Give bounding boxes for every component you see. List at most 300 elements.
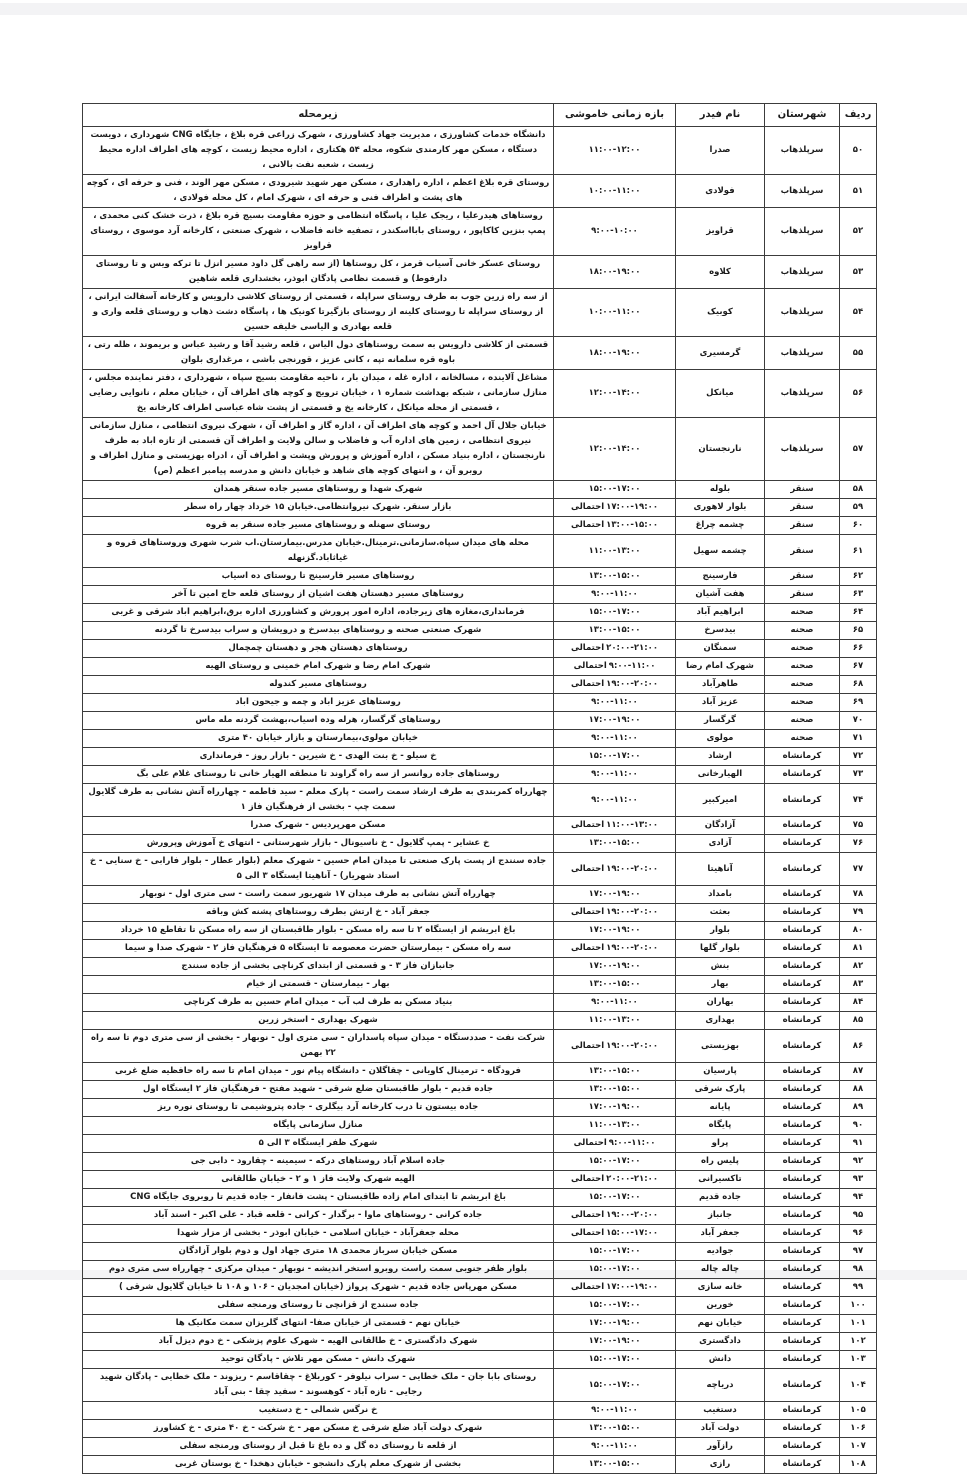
county-cell: کرمانشاه [765,1402,840,1420]
county-cell: سرپلذهاب [765,256,840,289]
row-number-cell: ۶۷ [840,658,877,676]
outage-time-value [557,836,672,851]
subarea-cell: روستاهای دهستان هجر و دهستان چمچمال [83,640,554,658]
outage-time-value [557,544,672,559]
table-row [83,1402,877,1420]
county-cell: سنقر [765,499,840,517]
county-cell: کرمانشاه [765,1225,840,1243]
header-row [83,104,877,127]
subarea-cell: خیابان نهم - قسمتی از خیابان صفا- انتهای گلریزان سمت مکانیک ها [83,1315,554,1333]
outage-time-cell [554,853,676,886]
outage-time-cell [554,1153,676,1171]
feeder-name-cell: طاهرآباد [676,676,765,694]
table-row [83,994,877,1012]
subarea-cell: سه راه مسکن - بیمارستان حضرت معصومه تا ایستگاه ۵ فرهنگیان فاز ۲ - شهرک صدا و سیما [83,940,554,958]
time-range: ۱۵:۰۰-۱۷:۰۰ [588,607,641,617]
subarea-cell: چهارراه آتش نشانی به طرف میدان ۱۷ شهریور سمت راست - سی متری اول - نوبهار [83,886,554,904]
row-number-cell: ۸۳ [840,976,877,994]
subarea-cell: چهارراه کمربندی به طرف ارشاد سمت راست - پارک معلم - سید فاطمه - چهارراه آتش نشانی به طرف گلایول سمت چپ - بخشی از فرهنگیان فاز ۱ [83,784,554,817]
subarea-cell: روستاهای هیدرعلیا ، ریجک علیا ، پاسگاه انتظامی و حوزه مقاومت بسیج قره بلاغ ، ذرت خشک کنی محمدی ، پمپ بنزین کاکاپور ، روستای بابااسکندر ، تصفیه خانه فاضلاب ، شهرک صنعتی ، کارخانه آرد موسوی ، روستای قراویز [83,208,554,256]
table-row [83,499,877,517]
row-number-cell: ۹۲ [840,1153,877,1171]
table-row [83,1135,877,1153]
feeder-name-cell: گرگسار [676,712,765,730]
outage-time-cell [554,481,676,499]
county-cell: صحنه [765,640,840,658]
outage-time-value [557,1280,672,1295]
row-number-cell: ۵۶ [840,370,877,418]
subarea-cell: شهرک بهداری - استخر زرین [83,1012,554,1030]
row-number-cell: ۷۲ [840,748,877,766]
time-range: ۱۳:۰۰-۱۵:۰۰ [588,979,641,989]
subarea-cell: شهرک دانش - مسکن مهر تلاش - پادگان توحید [83,1351,554,1369]
feeder-name-cell: آزادی [676,835,765,853]
subarea-cell: شهرک امام رضا و شهرک امام خمینی و روستای الهیه [83,658,554,676]
probable-label: احتمالی [570,520,605,530]
county-cell: سرپلذهاب [765,337,840,370]
row-number-cell: ۶۱ [840,535,877,568]
feeder-name-cell: خانه سازی [676,1279,765,1297]
outage-time-value [557,605,672,620]
time-range: ۱۰:۰۰-۱۱:۰۰ [588,307,641,317]
probable-label: احتمالی [570,1282,605,1292]
outage-time-value [557,1316,672,1331]
row-number-cell: ۱۰۶ [840,1420,877,1438]
table-row [83,1333,877,1351]
table-row [83,1315,877,1333]
subarea-cell: از قلعه تا روستای ده گل و ده باغ تا قبل از روستای ورمنجه سفلی [83,1438,554,1456]
subarea-cell: جاده کرانی - روستاهای ماوا - برگدار - کرانی - قلعه قباد - علی اکبر - اسند آباد [83,1207,554,1225]
time-range: ۱۱:۰۰-۱۳:۰۰ [588,545,641,556]
outage-time-value [557,1118,672,1133]
county-cell: صحنه [765,622,840,640]
outage-time-value [557,959,672,974]
outage-time-cell [554,676,676,694]
outage-time-value [557,677,672,692]
time-range: ۱۷:۰۰-۱۹:۰۰ [588,961,641,971]
county-cell: کرمانشاه [765,1420,840,1438]
table-row [83,904,877,922]
header-outage-time: بازه زمانی خاموشی [554,104,676,127]
feeder-name-cell: بلوار لاهوری [676,499,765,517]
row-number-cell: ۹۳ [840,1171,877,1189]
table-row [83,640,877,658]
time-range: ۱۹:۰۰-۲۰:۰۰ [606,943,659,953]
table-row [83,712,877,730]
outage-time-cell [554,730,676,748]
feeder-name-cell: دستغیب [676,1402,765,1420]
row-number-cell: ۶۳ [840,586,877,604]
outage-time-cell [554,817,676,835]
outage-time-value [557,887,672,902]
outage-time-cell [554,622,676,640]
row-number-cell: ۷۴ [840,784,877,817]
subarea-cell: شهرک ظفر ایستگاه ۳ الی ۵ [83,1135,554,1153]
probable-label: احتمالی [570,863,605,874]
outage-time-value [557,1352,672,1367]
feeder-name-cell: گرمسیری [676,337,765,370]
feeder-name-cell: بنش [676,958,765,976]
outage-time-cell [554,499,676,517]
table-row [83,337,877,370]
feeder-name-cell: جاده قدیم [676,1189,765,1207]
subarea-cell: از سه راه زرین جوب به طرف روستای سراپله ، قسمتی از روستای کلاشی دارویس و کارخانه آسفالت ایرانی ، از روستای سراپله تا روستای کلینه از روستای بازگیرتا کونیک ها ، پاسگاه دشت ذهاب و روستای قلعه واری و قلعه بهادری و الیاسی خلیفه حسین [83,289,554,337]
county-cell: کرمانشاه [765,940,840,958]
county-cell: صحنه [765,658,840,676]
outage-schedule-table [82,103,877,1474]
county-cell: کرمانشاه [765,1189,840,1207]
time-range: ۱۷:۰۰-۱۹:۰۰ [588,715,641,725]
time-range: ۹:۰۰-۱۱:۰۰ [608,1138,656,1148]
table-row [83,1153,877,1171]
feeder-name-cell: هفت آشیان [676,586,765,604]
outage-time-value [557,224,672,239]
row-number-cell: ۷۶ [840,835,877,853]
subarea-cell: جاده سنندج از قزانچی تا روستای ورمنجه سفلی [83,1297,554,1315]
outage-time-value [557,905,672,920]
time-range: ۹:۰۰-۱۱:۰۰ [591,1405,638,1415]
probable-label: احتمالی [570,820,605,830]
table-row [83,922,877,940]
table-row [83,1297,877,1315]
time-range: ۱۳:۰۰-۱۵:۰۰ [588,625,641,635]
feeder-name-cell: دانش [676,1351,765,1369]
time-range: ۱۷:۰۰-۱۹:۰۰ [606,502,659,512]
row-number-cell: ۵۷ [840,418,877,481]
time-range: ۱۵:۰۰-۱۷:۰۰ [606,1228,659,1238]
feeder-name-cell: بیدسرخ [676,622,765,640]
row-number-cell: ۹۵ [840,1207,877,1225]
time-range: ۲۰:۰۰-۲۱:۰۰ [606,1174,659,1184]
table-row [83,766,877,784]
feeder-name-cell: بلوله [676,481,765,499]
outage-time-cell [554,640,676,658]
outage-time-cell [554,958,676,976]
outage-time-cell [554,694,676,712]
probable-label: احتمالی [570,502,605,512]
county-cell: کرمانشاه [765,1369,840,1402]
outage-time-cell [554,1171,676,1189]
subarea-cell: شهرک دادگستری - خ طالقانی الهیه - شهرک علوم پزشکی - خ دوم دیزل آباد [83,1333,554,1351]
outage-time-cell [554,748,676,766]
outage-time-cell [554,127,676,175]
county-cell: صحنه [765,712,840,730]
feeder-name-cell: فولادی [676,175,765,208]
time-range: ۹:۰۰-۱۰:۰۰ [591,226,638,236]
time-range: ۱۲:۰۰-۱۴:۰۰ [588,388,641,398]
outage-time-cell [554,1369,676,1402]
county-cell: کرمانشاه [765,994,840,1012]
outage-table-body [83,127,877,1474]
outage-time-value [557,767,672,782]
county-cell: کرمانشاه [765,886,840,904]
table-row [83,1189,877,1207]
county-cell: کرمانشاه [765,766,840,784]
subarea-cell: روستای قره بلاغ اعظم ، اداره راهداری ، مسکن مهر شهید شیرودی ، مسکن مهر الوند ، فنی و حرفه ای ، کوچه های پشت و اطراف فنی و حرفه ای ، شهرک امام ، کل محله فولادی ، [83,175,554,208]
top-edge-strip [0,3,967,15]
outage-time-cell [554,904,676,922]
outage-time-value [557,1378,672,1393]
row-number-cell: ۵۵ [840,337,877,370]
feeder-name-cell: پلیس راه [676,1153,765,1171]
county-cell: کرمانشاه [765,1153,840,1171]
outage-time-cell [554,1315,676,1333]
outage-time-value [557,977,672,992]
time-range: ۱۲:۰۰-۱۴:۰۰ [588,443,641,454]
feeder-name-cell: شهرک امام رضا [676,658,765,676]
table-row [83,886,877,904]
outage-time-cell [554,886,676,904]
row-number-cell: ۷۵ [840,817,877,835]
outage-time-cell [554,976,676,994]
table-row [83,1171,877,1189]
row-number-cell: ۷۰ [840,712,877,730]
time-range: ۹:۰۰-۱۱:۰۰ [591,589,638,599]
county-cell: کرمانشاه [765,1063,840,1081]
row-number-cell: ۶۸ [840,676,877,694]
county-cell: سنقر [765,517,840,535]
feeder-name-cell: رازی [676,1456,765,1474]
county-cell: سنقر [765,535,840,568]
outage-time-value [557,518,672,533]
county-cell: سنقر [765,568,840,586]
county-cell: سرپلذهاب [765,208,840,256]
feeder-name-cell: بهاران [676,994,765,1012]
subarea-cell: خیابان مولوی،بیمارستان و بازار خیابان ۴۰ متری [83,730,554,748]
outage-time-value [557,143,672,158]
feeder-name-cell: دریاچه [676,1369,765,1402]
row-number-cell: ۵۱ [840,175,877,208]
outage-time-cell [554,658,676,676]
feeder-name-cell: جعفر آباد [676,1225,765,1243]
outage-time-value [557,623,672,638]
subarea-cell: بازار سنقر. شهرک نیروانتظامی.خیابان ۱۵ خرداد چهار راه سطر [83,499,554,517]
county-cell: کرمانشاه [765,922,840,940]
time-range: ۱۹:۰۰-۲۰:۰۰ [606,1210,659,1220]
probable-label: احتمالی [570,943,605,953]
feeder-name-cell: چشمه سهیل [676,535,765,568]
row-number-cell: ۷۹ [840,904,877,922]
feeder-name-cell: پارک شرقی [676,1081,765,1099]
outage-time-value [557,793,672,808]
subarea-cell: جاده سنندج از پست پارک صنعتی تا میدان امام حسین - شهرک معلم (بلوار عطار - بلوار فارابی - خ سنایی - خ استاد شهریار) - آناهیتا ایستگاه ۳ الی ۵ [83,853,554,886]
outage-time-value [557,1457,672,1472]
outage-time-cell [554,766,676,784]
outage-time-value [557,1298,672,1313]
outage-time-cell [554,1225,676,1243]
subarea-cell: شهرک شهدا و روستاهای مسیر جاده سنقر همدان [83,481,554,499]
outage-time-value [557,386,672,401]
time-range: ۱۵:۰۰-۱۷:۰۰ [588,484,641,494]
row-number-cell: ۵۹ [840,499,877,517]
outage-time-cell [554,256,676,289]
outage-time-value [557,1100,672,1115]
county-cell: سنقر [765,481,840,499]
outage-time-cell [554,1030,676,1063]
table-row [83,517,877,535]
row-number-cell: ۹۴ [840,1189,877,1207]
table-row [83,1438,877,1456]
time-range: ۹:۰۰-۱۱:۰۰ [591,769,638,779]
subarea-cell: جاده قدیم - بلوار طاقبستان ضلع شرقی - شهید مفتح - فرهنگیان فاز ۲ ایستگاه اول [83,1081,554,1099]
probable-label: احتمالی [573,661,607,671]
subarea-cell: جاده بیستون تا درب کارخانه آرد بیگلری - جاده پتروشیمی تا روستای نوره ریز [83,1099,554,1117]
row-number-cell: ۱۰۴ [840,1369,877,1402]
table-row [83,817,877,835]
time-range: ۱۷:۰۰-۱۹:۰۰ [588,1102,641,1112]
county-cell: کرمانشاه [765,835,840,853]
subarea-cell: بلوار ظفر جنوبی سمت راست روبرو استخر اندیشه - نوبهار - میدان مرکزی - چهارراه سی متری دوم [83,1261,554,1279]
row-number-cell: ۸۹ [840,1099,877,1117]
table-row [83,535,877,568]
outage-time-value [557,1421,672,1436]
header-feeder: نام فیدر [676,104,765,127]
outage-time-value [557,641,672,656]
county-cell: کرمانشاه [765,748,840,766]
table-row [83,976,877,994]
time-range: ۱۰:۰۰-۱۱:۰۰ [588,185,641,196]
feeder-name-cell: سمنگان [676,640,765,658]
subarea-cell: مشاغل آلاینده ، مسالخانه ، اداره غله ، میدان بار ، ناحیه مقاومت بسیج سپاه ، شهرداری ، دفتر نماینده مجلس ، منازل سازمانی ، شبکه بهداشت شماره ۱ ، خیابان ترویج و کوچه های اطراف آن ، خیابان معلم ، نانوایی رضایی ، قسمتی از محله میانکل ، کارخانه یخ و قسمتی از پشت شاه عباسی اطراف کارخانه یخ [83,370,554,418]
table-row [83,694,877,712]
outage-time-value [557,1190,672,1205]
county-cell: کرمانشاه [765,1012,840,1030]
row-number-cell: ۵۰ [840,127,877,175]
outage-time-cell [554,175,676,208]
feeder-name-cell: ابراهیم آباد [676,604,765,622]
outage-time-cell [554,1351,676,1369]
outage-time-cell [554,1456,676,1474]
outage-time-value [557,1136,672,1151]
table-row [83,784,877,817]
feeder-name-cell: صدرا [676,127,765,175]
outage-time-value [557,749,672,764]
row-number-cell: ۱۰۱ [840,1315,877,1333]
outage-time-cell [554,1117,676,1135]
feeder-name-cell: پایانه [676,1099,765,1117]
time-range: ۱۹:۰۰-۲۰:۰۰ [606,863,659,874]
time-range: ۱۳:۰۰-۱۵:۰۰ [588,1066,641,1076]
county-cell: کرمانشاه [765,1351,840,1369]
subarea-cell: بهار - بیمارستان - قسمتی از خیام [83,976,554,994]
outage-time-value [557,442,672,457]
time-range: ۱۹:۰۰-۲۰:۰۰ [606,1040,659,1051]
row-number-cell: ۶۶ [840,640,877,658]
table-row [83,1243,877,1261]
probable-label: احتمالی [570,1210,605,1220]
subarea-cell: بخشی از شهرک معلم پارک دانشجو - خیابان دهخدا - خ بوستان غربی [83,1456,554,1474]
outage-time-value [557,995,672,1010]
row-number-cell: ۵۴ [840,289,877,337]
row-number-cell: ۸۴ [840,994,877,1012]
outage-time-cell [554,994,676,1012]
probable-label: احتمالی [570,1174,605,1184]
subarea-cell: جعفر آباد - خ ارتش بطرف روستاهای پشنه کش وباقه [83,904,554,922]
table-row [83,370,877,418]
table-row [83,1369,877,1402]
county-cell: کرمانشاه [765,1117,840,1135]
time-range: ۱۸:۰۰-۱۹:۰۰ [588,347,641,358]
table-row [83,604,877,622]
probable-label: احتمالی [570,643,605,653]
feeder-name-cell: بلوار [676,922,765,940]
row-number-cell: ۸۵ [840,1012,877,1030]
feeder-name-cell: قراویز [676,208,765,256]
feeder-name-cell: کوبیک [676,289,765,337]
county-cell: صحنه [765,676,840,694]
subarea-cell: شهرک دولت آباد ضلع شرقی خ مسکن مهر - خ شرکت - خ ۴۰ متری - خ کشاورز [83,1420,554,1438]
outage-time-value [557,818,672,833]
feeder-name-cell: پراو [676,1135,765,1153]
county-cell: کرمانشاه [765,1438,840,1456]
header-county: شهرستان [765,104,840,127]
row-number-cell: ۶۵ [840,622,877,640]
row-number-cell: ۷۱ [840,730,877,748]
time-range: ۱۳:۰۰-۱۵:۰۰ [588,1459,641,1469]
row-number-cell: ۷۳ [840,766,877,784]
outage-time-value [557,1244,672,1259]
table-header [83,104,877,127]
outage-time-value [557,305,672,320]
row-number-cell: ۸۶ [840,1030,877,1063]
outage-time-value [557,265,672,280]
time-range: ۱۱:۰۰-۱۳:۰۰ [588,1120,641,1130]
time-range: ۱۵:۰۰-۱۷:۰۰ [588,1192,641,1202]
feeder-name-cell: آزادگان [676,817,765,835]
probable-label: احتمالی [570,679,605,689]
table-row [83,481,877,499]
feeder-name-cell: چشمه چراغ [676,517,765,535]
table-row [83,622,877,640]
row-number-cell: ۷۷ [840,853,877,886]
outage-time-cell [554,1402,676,1420]
feeder-name-cell: دادگستری [676,1333,765,1351]
table-row [83,748,877,766]
table-row [83,676,877,694]
time-range: ۹:۰۰-۱۱:۰۰ [591,794,638,805]
outage-time-value [557,1064,672,1079]
table-row [83,175,877,208]
outage-time-cell [554,1279,676,1297]
outage-time-cell [554,1297,676,1315]
time-range: ۱۷:۰۰-۱۹:۰۰ [588,889,641,899]
county-cell: کرمانشاه [765,817,840,835]
subarea-cell: روستای بابا جان - ملک خطایی - سراب نیلوفر - کوربلاغ - چقاقاسم - ریزوند - ملک خطایی - پادگان شهید رجایی - تازه آباد - کوهسوند - سفید چقا - بنی آباد [83,1369,554,1402]
subarea-cell: روستاهای گرگسار، هرله وده اسیاب،بهشت گردنه مله ماس [83,712,554,730]
time-range: ۱۷:۰۰-۱۹:۰۰ [606,1282,659,1292]
table-row [83,730,877,748]
outage-time-value [557,1154,672,1169]
table-row [83,1261,877,1279]
outage-time-value [557,1262,672,1277]
outage-time-value [557,731,672,746]
time-range: ۱۳:۰۰-۱۵:۰۰ [588,1423,641,1433]
feeder-name-cell: آناهیتا [676,853,765,886]
feeder-name-cell: بامداد [676,886,765,904]
county-cell: سنقر [765,586,840,604]
probable-label: احتمالی [570,1040,605,1051]
subarea-cell: مسکن مهرپاس جاده قدیم - شهرک پرواز (خیابان امجدیان - ۱۰۶ و ۱۰۸ تا خیابان گلایول شرقی ) [83,1279,554,1297]
county-cell: کرمانشاه [765,1099,840,1117]
table-row [83,1063,877,1081]
probable-label: احتمالی [570,1228,605,1238]
outage-time-cell [554,535,676,568]
row-number-cell: ۶۲ [840,568,877,586]
outage-time-cell [554,1189,676,1207]
feeder-name-cell: بعثت [676,904,765,922]
table-row [83,1030,877,1063]
row-number-cell: ۵۳ [840,256,877,289]
